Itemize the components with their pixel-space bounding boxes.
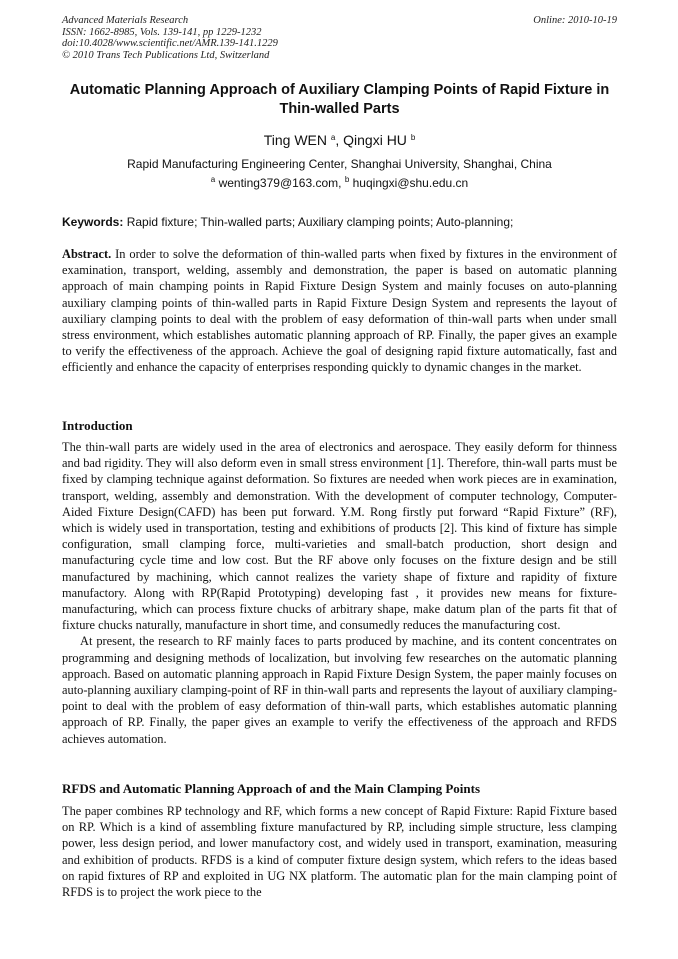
- section-heading-introduction: Introduction: [62, 418, 133, 433]
- email-mark: b: [344, 175, 350, 184]
- author-name: Ting WEN: [263, 132, 327, 148]
- section-rfds-body: [62, 803, 617, 900]
- paper-title: Automatic Planning Approach of Auxiliary Clamping Points of Rapid Fixture in Thin-walled Parts: [69, 82, 610, 117]
- paragraph: The thin-wall parts are widely used in the area of electronics and aerospace. They easily deform for thinness and bad rigidity. They will also deform even in small stress environment [1]. Therefore, thin-wall parts must be fixed by clamping technique against deformation. So fixtures are needed when work pieces are in examination, transport, welding, assembly and demonstration. With the development of computer technology, Computer-Aided Fixture Design(CAFD) has been put forward. Y.M. Rong firstly put forward “Rapid Fixture” (RF), which is widely used in transportation, testing and exhibitions of products [2]. This kind of fixture has simple configuration, small clamping force, multi-varieties and small-batch production, short design and manufacturing cycle time and low cost. But the RF above only focuses on the fixture design and be still manufactured by machining, which cannot realizes the variety shape of fixture and rapidity of fixture manufactory. Along with RP(Rapid Prototyping) developing fast , it provides new means for fixture-manufacturing, which can process fixture chucks of arbitrary shape, make datum plan of the parts fit that of fixture chucks naturally, manufacture in short time, and consumedly reduces the manufacturing cost.: [62, 440, 617, 633]
- email-mark: a: [210, 175, 216, 184]
- keywords-label: Keywords:: [62, 215, 124, 229]
- journal-name: Advanced Materials Research: [62, 15, 189, 26]
- journal-copyright: © 2010 Trans Tech Publications Ltd, Switzerland: [62, 49, 270, 61]
- section-heading-rfds: RFDS and Automatic Planning Approach of and the Main Clamping Points: [62, 781, 480, 796]
- keywords-text: Rapid fixture; Thin-walled parts; Auxiliary clamping points; Auto-planning;: [126, 215, 514, 229]
- keywords: [62, 215, 617, 230]
- journal-doi: doi:10.4028/www.scientific.net/AMR.139-141.1229: [62, 38, 278, 49]
- abstract: [62, 246, 617, 376]
- author-line: [62, 131, 617, 149]
- journal-issn: ISSN: 1662-8985, Vols. 139-141, pp 1229-1232: [62, 26, 262, 38]
- abstract-text: In order to solve the deformation of thin-walled parts when fixed by fixtures in the environment of examination, transport, welding, assembly and demonstration, the paper is based on automatic planning approach of main champing points in Rapid Fixture Design System and mainly focuses on auto-planning auxiliary clamping points of thin-walled parts in Rapid Fixture Design System and represents the layout of auxiliary clamping points to deal with the problem of easy deformation of thin-wall parts when under small stress environment, which establishes automatic planning approach of RP. Finally, the paper gives an example to verify the effectiveness of the approach. Achieve the goal of designing rapid fixture automatically, fast and efficiently and enhance the capacity of enterprises responding quickly to dynamic changes in the market.: [62, 247, 617, 375]
- affiliation: Rapid Manufacturing Engineering Center, Shanghai University, Shanghai, China: [127, 157, 552, 171]
- author-name: Qingxi HU: [343, 132, 407, 148]
- online-date: Online: 2010-10-19: [533, 15, 617, 26]
- journal-header: [62, 15, 617, 61]
- email-address: huqingxi@shu.edu.cn: [352, 176, 469, 190]
- paragraph: The paper combines RP technology and RF, which forms a new concept of Rapid Fixture: Rapid Fixture based on RP. Which is a kind of assembling fixture manufactured by RP, including simple structure, less clamping power, less design period, and lower manufactory cost, and widely used in transport, examination, measuring and exhibition of products. RFDS is a kind of computer fixture design system, which refers to the ideas based on rapid fixtures of RP and exploited in UG NX platform. The automatic plan for the main clamping point of RFDS is to project the work piece to the: [62, 804, 617, 900]
- email-address: wenting379@163.com,: [218, 176, 345, 190]
- author-affil-mark: a: [330, 133, 336, 142]
- paragraph: At present, the research to RF mainly faces to parts produced by machine, and its content concentrates on programming and designing methods of localization, but involving few researches on the automatic planning approach. Based on automatic planning approach in Rapid Fixture Design System, the paper mainly focuses on auto-planning auxiliary clamping-point of RF in thin-wall parts and represents the layout of auxiliary clamping-point to deal with the problem of easy deformation of thin-wall parts, which establishes automatic planning approach of RP. Finally, the paper gives an example to verify the effectiveness of the approach and RFDS achieves automation.: [62, 634, 617, 746]
- introduction-body: [62, 439, 617, 747]
- abstract-label: Abstract.: [62, 247, 112, 261]
- email-line: [62, 176, 617, 191]
- author-affil-mark: b: [410, 133, 416, 142]
- author-separator: ,: [335, 132, 344, 148]
